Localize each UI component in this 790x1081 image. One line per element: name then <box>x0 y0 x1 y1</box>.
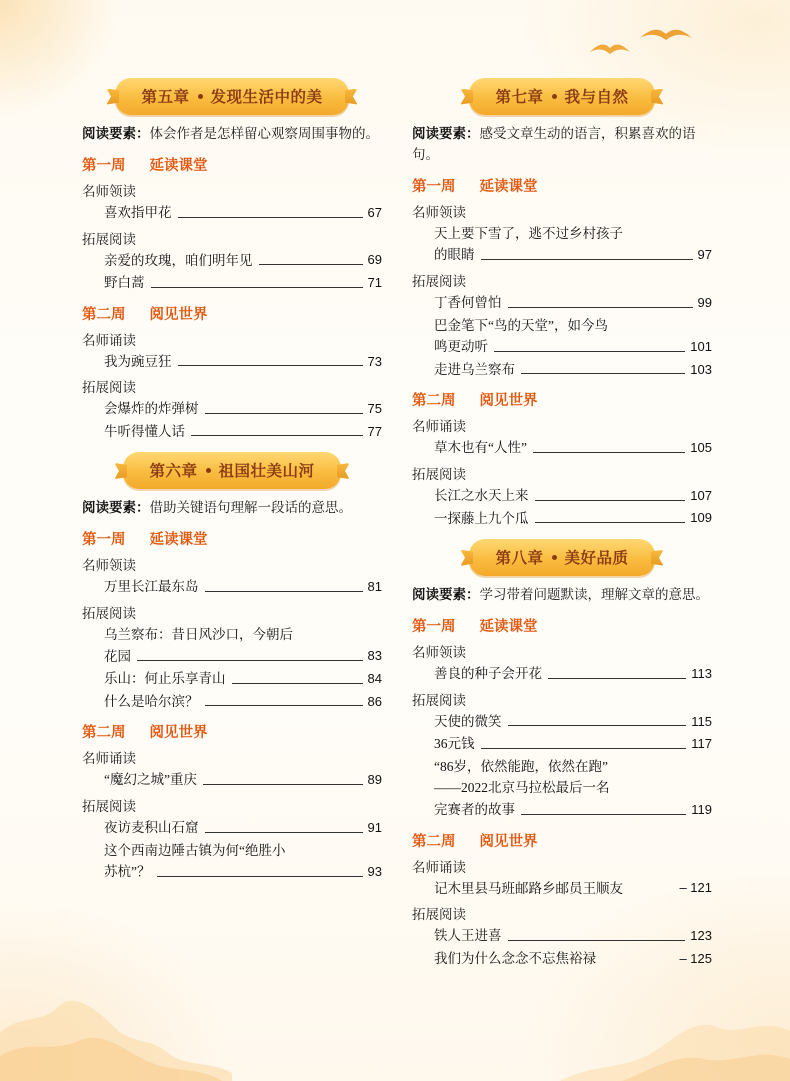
leader-line <box>535 499 686 501</box>
reading-keypoint-label: 阅读要素： <box>412 587 480 603</box>
reading-keypoint <box>82 124 382 145</box>
toc-entry-page: 101 <box>690 339 712 355</box>
toc-entry-page: 71 <box>367 274 382 290</box>
section-label: 名师领读 <box>412 645 466 661</box>
leader-line <box>205 831 363 833</box>
week-name: 第一周 <box>412 178 456 195</box>
toc-entry-page: 67 <box>367 204 382 220</box>
section-label: 名师诵读 <box>82 332 136 348</box>
chapter-banner-wrap <box>82 452 382 489</box>
leader-line <box>494 350 685 352</box>
toc-entry-page: – 125 <box>679 950 712 966</box>
toc-entry <box>434 315 712 358</box>
toc-entry-page: 84 <box>367 670 382 686</box>
leader-line <box>508 306 693 308</box>
toc-entry-title: 夜访麦积山石窟 <box>104 819 199 835</box>
leader-line <box>203 783 363 785</box>
toc-entry-page: – 121 <box>679 880 712 896</box>
reading-keypoint <box>412 585 712 606</box>
toc-entry-title: 鸣更动听 <box>434 339 488 355</box>
toc-entry-page: 119 <box>691 801 712 817</box>
section-label: 拓展阅读 <box>82 606 136 621</box>
toc-entry-title: 苏杭”？ <box>104 864 151 880</box>
toc-entry-title: 花园 <box>104 648 131 664</box>
toc-entry-page: 99 <box>697 294 712 310</box>
toc-entry-title: 善良的种子会开花 <box>434 666 542 682</box>
toc-entry-title: 完赛者的故事 <box>434 802 515 818</box>
toc-entry-page: 83 <box>367 648 382 664</box>
toc-entry-title: 乌兰察布：昔日风沙口，今朝后 <box>104 627 293 642</box>
toc-entry-title: 36元钱 <box>434 736 475 752</box>
section-label: 拓展阅读 <box>82 380 136 396</box>
leader-line <box>481 747 687 749</box>
section-label: 拓展阅读 <box>82 798 136 814</box>
week-heading[interactable] <box>82 154 382 175</box>
toc-entry-title: “魔幻之城”重庆 <box>104 772 197 788</box>
toc-entry-title: 草木也有“人性” <box>434 440 527 456</box>
section-label: 名师领读 <box>412 204 466 220</box>
leader-line <box>629 892 674 893</box>
toc-entry-title: “86岁，依然能跑，依然在跑” <box>434 758 608 774</box>
week-subtitle: 阅见世界 <box>149 725 208 742</box>
toc-entry-title: 天使的微笑 <box>434 713 502 729</box>
toc-entry <box>104 421 382 443</box>
toc-entry-page: 123 <box>690 928 712 944</box>
chapter-block <box>412 539 712 969</box>
week-heading[interactable] <box>82 303 382 324</box>
toc-entry-page: 97 <box>697 247 712 263</box>
section-label: 拓展阅读 <box>412 467 466 482</box>
toc-entry-title: 牛听得懂人话 <box>104 423 185 439</box>
leader-line <box>521 813 686 815</box>
toc-entry <box>434 508 712 530</box>
leader-line <box>151 286 363 288</box>
week-name: 第二周 <box>412 833 456 850</box>
toc-entry <box>104 840 382 883</box>
chapter-banner[interactable] <box>115 78 348 115</box>
toc-entry-title: 巴金笔下“鸟的天堂”，如今鸟 <box>434 317 608 333</box>
reading-keypoint-text: 学习带着问题默读，理解文章的意思。 <box>479 587 709 603</box>
leader-line <box>178 364 363 366</box>
toc-column-left <box>82 78 382 893</box>
toc-entry <box>434 733 712 755</box>
reading-keypoint-label: 阅读要素： <box>82 126 150 141</box>
toc-entry-page: 103 <box>690 361 712 377</box>
toc-entry-page: 81 <box>367 579 382 595</box>
toc-entry-title: 这个西南边陲古镇为何“绝胜小 <box>104 842 286 858</box>
week-heading[interactable] <box>82 528 382 549</box>
toc-entry-title: 什么是哈尔滨？ <box>104 693 199 709</box>
section-label: 名师诵读 <box>412 859 466 875</box>
chapter-banner[interactable] <box>469 78 654 115</box>
toc-entry-title: 长江之水天上来 <box>434 488 529 503</box>
chapter-banner-wrap <box>412 539 712 576</box>
toc-entry-title: 亲爱的玫瑰，咱们明年见 <box>104 252 253 268</box>
toc-entry <box>104 624 382 667</box>
toc-entry-lastline <box>434 336 712 358</box>
week-name: 第一周 <box>82 157 126 174</box>
toc-entry <box>104 668 382 690</box>
toc-entry-title: 乐山：何止乐享青山 <box>104 671 226 687</box>
section-label: 拓展阅读 <box>412 692 466 708</box>
toc-entry <box>434 292 712 314</box>
chapter-block <box>412 78 712 529</box>
toc-entry-title: 记木里县马班邮路乡邮员王顺友 <box>434 880 623 896</box>
leader-line <box>533 451 685 453</box>
toc-entry <box>434 485 712 507</box>
toc-entry <box>104 202 382 224</box>
toc-entry-lastline <box>104 861 382 883</box>
toc-entry-page: 93 <box>367 863 382 879</box>
leader-line <box>521 372 685 374</box>
chapter-title: 祖国壮美山河 <box>218 463 315 481</box>
chapter-block <box>82 78 382 442</box>
reading-keypoint-label: 阅读要素： <box>412 126 480 141</box>
toc-entry <box>434 711 712 733</box>
toc-entry-page: 109 <box>690 510 712 526</box>
toc-entry <box>434 663 712 685</box>
toc-entry <box>104 250 382 272</box>
chapter-title: 美好品质 <box>564 550 629 568</box>
chapter-title: 发现生活中的美 <box>210 89 323 106</box>
banner-dot-icon <box>552 94 557 99</box>
week-subtitle: 延读课堂 <box>149 157 208 174</box>
toc-entry-page: 75 <box>367 401 382 417</box>
week-heading[interactable] <box>412 175 712 196</box>
toc-entry <box>434 948 712 970</box>
leader-line <box>508 724 687 726</box>
toc-entry-title: 丁香何曾怕 <box>434 295 502 311</box>
week-name: 第二周 <box>82 306 126 323</box>
reading-keypoint <box>412 124 712 166</box>
toc-entry-page: 89 <box>367 772 382 788</box>
toc-entry <box>104 691 382 713</box>
toc-entry <box>434 878 712 900</box>
toc-entry-page: 86 <box>367 693 382 709</box>
reading-keypoint <box>82 498 382 519</box>
toc-entry-lastline <box>434 244 712 266</box>
chapter-number: 第六章 <box>149 463 198 481</box>
toc-entry <box>104 817 382 839</box>
leader-line <box>548 677 686 679</box>
week-subtitle: 阅见世界 <box>479 393 538 410</box>
section-label: 拓展阅读 <box>412 907 466 923</box>
reading-keypoint-text: 体会作者是怎样留心观察周围事物的。 <box>149 126 379 141</box>
toc-entry-title: 会爆炸的炸弹树 <box>104 401 199 417</box>
toc-entry <box>434 925 712 947</box>
toc-entry-page: 107 <box>690 487 712 503</box>
week-heading[interactable] <box>412 615 712 636</box>
chapter-number: 第八章 <box>495 550 544 568</box>
week-name: 第二周 <box>412 393 456 410</box>
chapter-number: 第七章 <box>495 89 544 106</box>
week-name: 第一周 <box>82 532 126 549</box>
leader-line <box>178 216 363 218</box>
week-heading[interactable] <box>412 830 712 851</box>
toc-entry <box>104 398 382 420</box>
toc-entry <box>434 437 712 459</box>
chapter-banner-wrap <box>412 78 712 115</box>
week-subtitle: 阅见世界 <box>479 833 538 850</box>
toc-entry-page: 77 <box>367 423 382 439</box>
toc-entry-page: 113 <box>691 665 712 681</box>
toc-entry-title: 我们为什么念念不忘焦裕禄 <box>434 950 596 966</box>
section-label: 名师诵读 <box>412 419 466 435</box>
toc-entry-title: 的眼睛 <box>434 247 475 263</box>
week-subtitle: 延读课堂 <box>479 619 538 636</box>
toc-entry-page: 117 <box>691 736 712 752</box>
leader-line <box>137 659 363 661</box>
toc-entry-title: 一探藤上九个瓜 <box>434 510 529 526</box>
banner-dot-icon <box>198 94 203 99</box>
week-subtitle: 延读课堂 <box>479 178 538 195</box>
banner-dot-icon <box>206 468 211 473</box>
week-name: 第一周 <box>412 619 456 636</box>
toc-entry-title: 万里长江最东岛 <box>104 579 199 595</box>
chapter-banner-wrap <box>82 78 382 115</box>
chapter-banner[interactable] <box>469 539 654 576</box>
leader-line <box>602 962 674 963</box>
week-subtitle: 延读课堂 <box>149 532 208 549</box>
toc-entry <box>434 756 712 821</box>
section-label: 拓展阅读 <box>412 274 466 290</box>
toc-column-right <box>412 78 712 979</box>
chapter-number: 第五章 <box>141 89 190 106</box>
toc-entry-lastline <box>104 646 382 668</box>
toc-entry-page: 105 <box>690 440 712 456</box>
leader-line <box>508 939 686 941</box>
toc-entry-title: 野白蒿 <box>104 275 145 291</box>
week-subtitle: 阅见世界 <box>149 306 208 323</box>
leader-line <box>232 682 363 684</box>
section-label: 名师领读 <box>82 558 136 574</box>
leader-line <box>191 434 363 436</box>
reading-keypoint-text: 借助关键语句理解一段话的意思。 <box>149 500 352 516</box>
leader-line <box>259 263 363 265</box>
toc-entry <box>104 272 382 294</box>
week-heading[interactable] <box>412 389 712 410</box>
toc-entry-lastline <box>434 799 712 821</box>
toc-entry-title: 走进乌兰察布 <box>434 361 515 377</box>
leader-line <box>157 875 363 877</box>
toc-entry <box>434 359 712 381</box>
toc-entry-page: 69 <box>367 252 382 268</box>
toc-entry <box>434 223 712 266</box>
leader-line <box>481 258 693 260</box>
chapter-block <box>82 452 382 882</box>
section-label: 名师诵读 <box>82 751 136 767</box>
reading-keypoint-text: 感受文章生动的语言，积累喜欢的语句。 <box>412 126 696 162</box>
toc-entry-title: 铁人王进喜 <box>434 928 502 944</box>
chapter-title: 我与自然 <box>564 89 629 106</box>
section-label: 名师领读 <box>82 183 136 199</box>
week-heading[interactable] <box>82 721 382 742</box>
toc-entry <box>104 769 382 791</box>
leader-line <box>205 704 363 706</box>
week-name: 第二周 <box>82 725 126 742</box>
toc-entry <box>104 576 382 598</box>
chapter-banner[interactable] <box>123 452 340 489</box>
reading-keypoint-label: 阅读要素： <box>82 500 150 516</box>
toc-entry-title: ——2022北京马拉松最后一名 <box>434 780 610 796</box>
toc-entry-page: 115 <box>691 713 712 729</box>
leader-line <box>205 590 363 592</box>
section-label: 拓展阅读 <box>82 231 136 247</box>
banner-dot-icon <box>552 555 557 560</box>
toc-entry-title: 我为豌豆狂 <box>104 353 172 369</box>
toc-entry-title: 天上要下雪了，逃不过乡村孩子 <box>434 225 623 241</box>
toc-entry-page: 73 <box>367 353 382 369</box>
toc-entry <box>104 351 382 373</box>
leader-line <box>535 521 686 523</box>
leader-line <box>205 412 363 414</box>
toc-entry-page: 91 <box>367 819 382 835</box>
toc-entry-title: 喜欢指甲花 <box>104 204 172 220</box>
